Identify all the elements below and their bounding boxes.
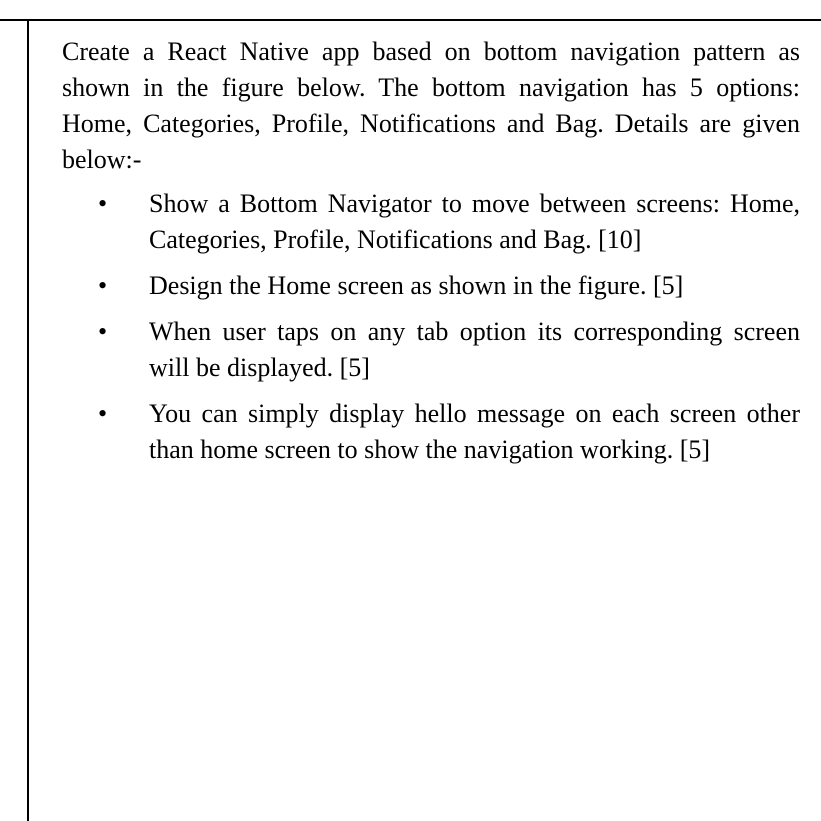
requirement-text: Show a Bottom Navigator to move between screens: Home, Categories, Profile, Notifications and Bag. [10] (149, 189, 800, 254)
requirement-item (62, 396, 800, 468)
requirement-text: You can simply display hello message on each screen other than home screen to show the navigation working. [5] (149, 399, 800, 464)
requirement-item (62, 314, 800, 386)
question-intro: Create a React Native app based on bottom navigation pattern as shown in the figure below. The bottom navigation has 5 options: Home, Categories, Profile, Notifications and Bag. Details are given below:- (62, 37, 800, 174)
requirements-list (62, 186, 800, 468)
table-top-border (0, 19, 821, 21)
question-cell (62, 34, 800, 478)
bullet-icon: • (98, 317, 108, 346)
requirement-item (62, 268, 800, 304)
requirement-text: Design the Home screen as shown in the figure. [5] (149, 271, 684, 300)
bullet-icon: • (98, 271, 108, 300)
table-left-border (27, 19, 29, 821)
requirement-item (62, 186, 800, 258)
requirement-text: When user taps on any tab option its corresponding screen will be displayed. [5] (149, 317, 800, 382)
bullet-icon: • (98, 399, 108, 428)
bullet-icon: • (98, 189, 108, 218)
